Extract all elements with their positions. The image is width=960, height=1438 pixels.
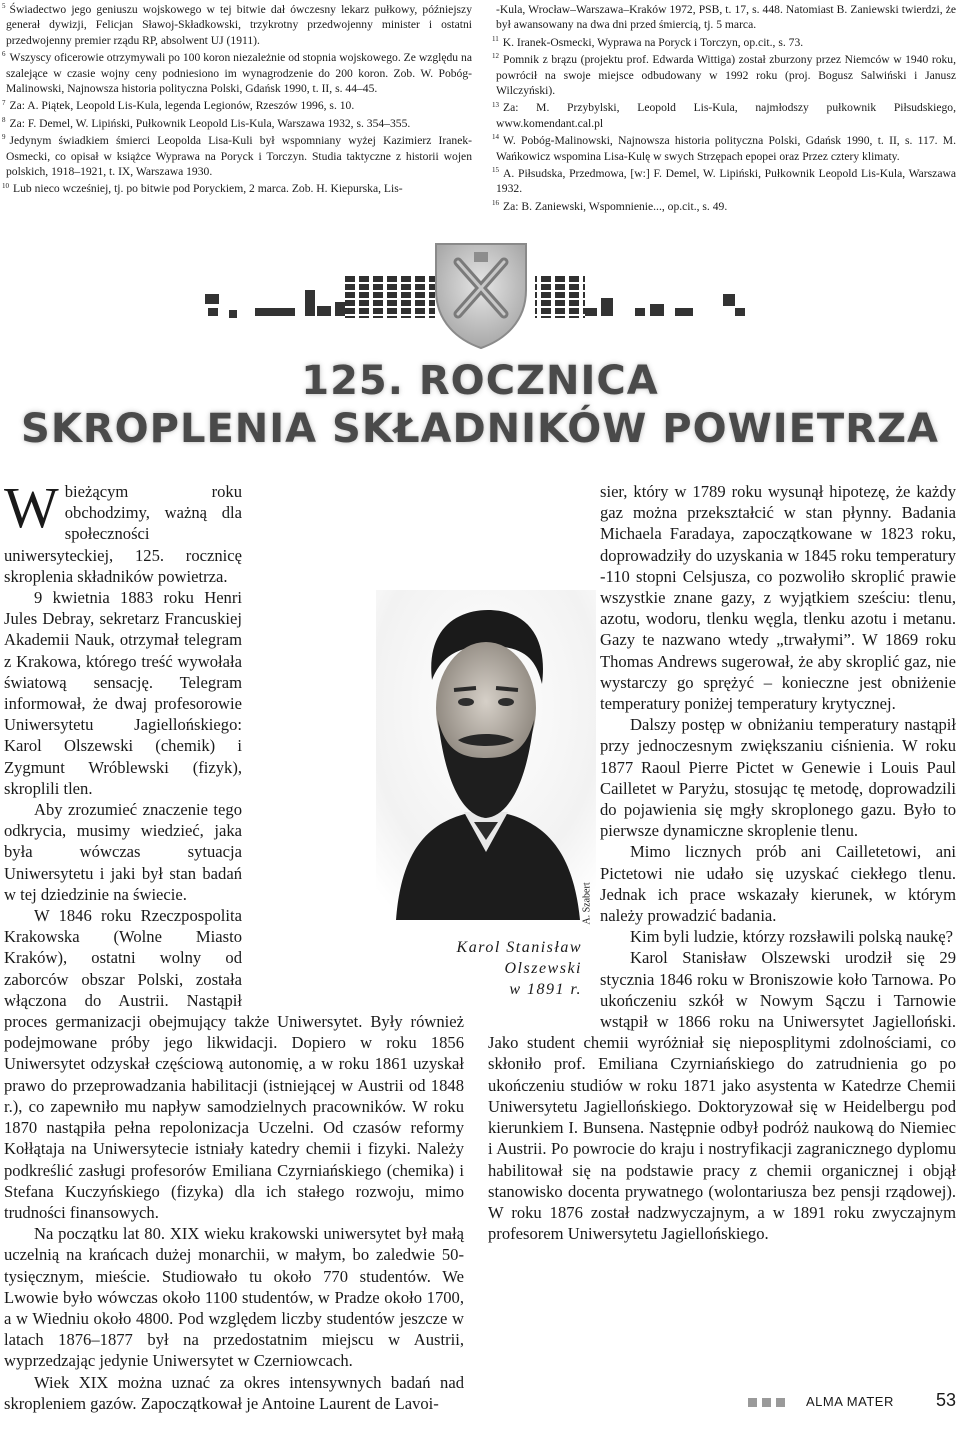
- photo-float-spacer: [482, 587, 594, 1017]
- page-number: 53: [936, 1390, 957, 1410]
- paragraph: Na początku lat 80. XIX wieku krakowski uniwersytet był małą uczelnią na krańcach dużej monarchii, w małym, bo zaledwie 50-tysięcznym, mieście. Studiowało tu około 770 studentów. We Lwowie było wówczas około 1100 studentów, w Pradze około 1700, a w Wiedniu około 4800. Pod względem liczby studentów jeszcze w latach 1876–1877 był na przedostatnim miejscu w Austrii, wyprzedzając jedynie Uniwersytet w Czerniowcach.: [4, 1224, 464, 1371]
- article-title-line1: 125. ROCZNICA: [301, 358, 659, 404]
- body-column-right: [488, 481, 956, 1244]
- paragraph: 9 kwietnia 1883 roku Henri Jules Debray, sekretarz Francuskiej Akademii Nauk, otrzymał telegram z Krakowa, którego treść wywołała światową sensację. Telegram informował, że dwaj profesorowie Uniwersytetu Jagiellońskiego: Karol Olszewski (chemik) i Zygmunt Wróblewski (fizyk), skroplili tlen.: [4, 588, 242, 798]
- paragraph: Karol Stanisław Olszewski urodził się 29 stycznia 1846 roku w Broniszowie koło Tarnowa. Po ukończeniu szkół w Nowym Sączu i Tarnowie wstąpił w 1866 roku na Uniwersytet Jagielloński. Jako student chemii wyróżniał się nieposplitymi zdolnościami, co skłoniło prof. Emiliana Czyrniańskiego do zatrudnienia go po ukończeniu studiów w roku 1871 jako asystenta w Katedrze Chemii Uniwersytetu Jagiellońskiego. Doktoryzował się w Heidelbergu pod kierunkiem I. Bunsena. Następnie odbył podróż naukową do Niemiec i Austrii. Po powrocie do kraju i nostryfikacji zagranicznego dyplomu habilitował się na podstawie pracy z chemii organicznej i objął stanowisko docenta prywatnego (wolontariusza bez pensji rządowej). W roku 1876 został nadzwyczajnym, a w 1891 roku zwyczajnym profesorem Uniwersytetu Jagiellońskiego.: [488, 948, 956, 1244]
- paragraph: Mimo licznych prób ani Cailletetowi, ani Pictetowi nie udało się uzyskać ciekłego tlenu. Jednak ich prace wskazały kierunek, w którym należy prowadzić badania.: [600, 842, 956, 926]
- crest-icon: [428, 238, 534, 350]
- page-footer: [748, 1392, 958, 1416]
- square-icon: [762, 1398, 771, 1407]
- footnotes-right: [492, 2, 956, 216]
- square-icon: [748, 1398, 757, 1407]
- footnote-12: $^{12}$ Pomnik z brązu (projektu prof. Edwarda Wittiga) został zburzony przez Niemców w 1940 roku, powrócił na swoje miejsce odbudowany w 1992 roku (proj. Bogusz Salwiński i Janusz Wilczyński).: [492, 52, 956, 98]
- paragraph: Wiek XIX można uznać za okres intensywnych badań nad skropleniem gazów. Zapoczątkował je Antoine Laurent de Lavoi-: [4, 1372, 464, 1413]
- footnote-5: $^5$ Świadectwo jego geniuszu wojskowego w tej bitwie dał ówczesny lekarz pułkowy, późniejszy generał dywizji, Felicjan Sławoj-Składkowski, trzykrotny przedwojenny minister i ostatni przedwojenny premier rządu RP, absolwent UJ (1911).: [2, 2, 472, 47]
- paragraph: Aby zrozumieć znaczenie tego odkrycia, musimy wiedzieć, jaka była wówczas sytuacja Uniwersytetu i jaki był stan badań w tej dziedzinie na świecie.: [4, 800, 242, 904]
- footnotes-left: [2, 2, 472, 199]
- footnote-10: $^{10}$ Lub nieco wcześniej, tj. po bitwie pod Poryckiem, 2 marca. Zob. H. Kiepurska, Lis-: [2, 181, 403, 196]
- photo-credit: A. Szabert: [581, 882, 593, 925]
- footnote-15: $^{15}$ A. Piłsudska, Przedmowa, [w:] F. Demel, W. Lipiński, Pułkownik Leopold Lis-Kula, Warszawa 1932.: [492, 166, 956, 196]
- footnote-10-cont: -Kula, Wrocław–Warszawa–Kraków 1972, PSB, t. 17, s. 448. Natomiast B. Zaniewski twierdzi, że był awansowany na dwa dni przed śmiercią, tj. 5 marca.: [496, 3, 956, 32]
- footnote-6: $^6$ Wszyscy oficerowie otrzymywali po 100 koron niezależnie od stopnia wojskowego. Ze względu na szalejące w czasie wojny ceny podniesiono im wynagrodzenie do 200 koron. Zob. W. Pobóg-Malinowski, Najnowsza historia polityczna Polski, Gdańsk 1990, t. II, s. 44–45.: [2, 50, 472, 96]
- photo-caption: Karol Stanisław Olszewski w 1891 r.: [456, 939, 582, 998]
- footnote-11: $^{11}$ K. Iranek-Osmecki, Wyprawa na Poryck i Torczyn, op.cit., s. 73.: [492, 34, 804, 49]
- paragraph: Dalszy postęp w obniżaniu temperatury nastąpił przy jednoczesnym zwiększaniu ciśnienia. W roku 1877 Raoul Pierre Pictet w Genewie i Louis Paul Cailletet w Paryżu, stosując tę metodę, doprowadzili do pojawienia się mgły skroplonego gazu. Było to pierwsze dynamiczne skroplenie tlenu.: [600, 715, 956, 841]
- footnote-8: $^8$ Za: F. Demel, W. Lipiński, Pułkownik Leopold Lis-Kula, Warszawa 1932, s. 354–355.: [2, 115, 411, 130]
- article-title-line2: SKROPLENIA SKŁADNIKÓW POWIETRZA: [21, 406, 939, 452]
- paragraph: W 1846 roku Rzeczpospolita Krakowska (Wolne Miasto Kraków), ostatni wolny od zaborców obszar Polski, została włączona do Austrii. Nastąpił proces germanizacji obejmujący także Uniwersytet. Były również podejmowane próby jego likwidacji. Dopiero w roku 1856 Uniwersytet odzyskał częściową autonomię, a w roku 1861 uzyskał prawo do przeprowadzania habilitacji (istniejącej w Austrii od 1848 r.), co zapewniło mu napływ samodzielnych pracowników. W roku 1870 nastąpiła pełna repolonizacja Uczelni. Od czasów reformy Kołłątaja na Uniwersytecie istniały katedry chemii i fizyki. Należy podkreślić zasługi profesorów Emiliana Czyrniańskiego (chemika) i Stefana Kuczyńskiego (fizyka) dla ich stałego rozwoju, mimo trudności finansowych.: [4, 906, 464, 1222]
- footnote-14: $^{14}$ W. Pobóg-Malinowski, Najnowsza historia polityczna Polski, Gdańsk 1990, t. II, s. 117. M. Wańkowicz wspomina Lisa-Kulę w swych Strzępach epopei oraz Przez cztery klimaty.: [492, 133, 956, 163]
- magazine-name: ALMA MATER: [806, 1394, 894, 1409]
- paragraph: sier, który w 1789 roku wysunął hipotezę, że każdy gaz można przekształcić w stan płynny. Badania Michaela Faradaya, zapoczątkowane w 1823 roku, doprowadziły do uzyskania w 1845 roku temperatury -110 stopni Celsjusza, co pozwoliło skroplić prawie wszystkie znane gazy, z wyjątkiem sześciu: tlenu, azotu, wodoru, tlenku węgla, tlenku azotu i metanu. Gazy te nazwano wtedy „trwałymi”. W 1869 roku Thomas Andrews sugerował, że aby skroplić gaz, nie wystarczy go sprężyć – konieczne jest obniżenie temperatury poniżej temperatury krytycznej.: [600, 482, 956, 714]
- square-icon: [776, 1398, 785, 1407]
- footnote-7: $^7$ Za: A. Piątek, Leopold Lis-Kula, legenda Legionów, Rzeszów 1996, s. 10.: [2, 98, 355, 113]
- footnote-13: $^{13}$ Za: M. Przybylski, Leopold Lis-Kula, najmłodszy pułkownik Piłsudskiego, www.komendant.cal.pl: [492, 100, 956, 130]
- drop-cap: W: [4, 475, 59, 540]
- paragraph: Kim byli ludzie, którzy rozsławili polską naukę?: [630, 927, 954, 947]
- footnote-16: $^{16}$ Za: B. Zaniewski, Wspomnienie..., op.cit., s. 49.: [492, 199, 728, 213]
- paragraph-intro: Wbieżącym roku obchodzimy, ważną dla społeczności uniwersyteckiej, 125. rocznicę skroplenia składników powietrza.: [4, 475, 242, 586]
- footnote-9: $^9$ Jedynym świadkiem śmierci Leopolda Lisa-Kuli był wspomniany wyżej Kazimierz Iranek-Osmecki, co opisał w książce Wyprawa na Poryck i Torczyn. Studia taktyczne z historii wojen polskich, 1918–1921, t. IX, Warszawa 1930.: [2, 133, 472, 179]
